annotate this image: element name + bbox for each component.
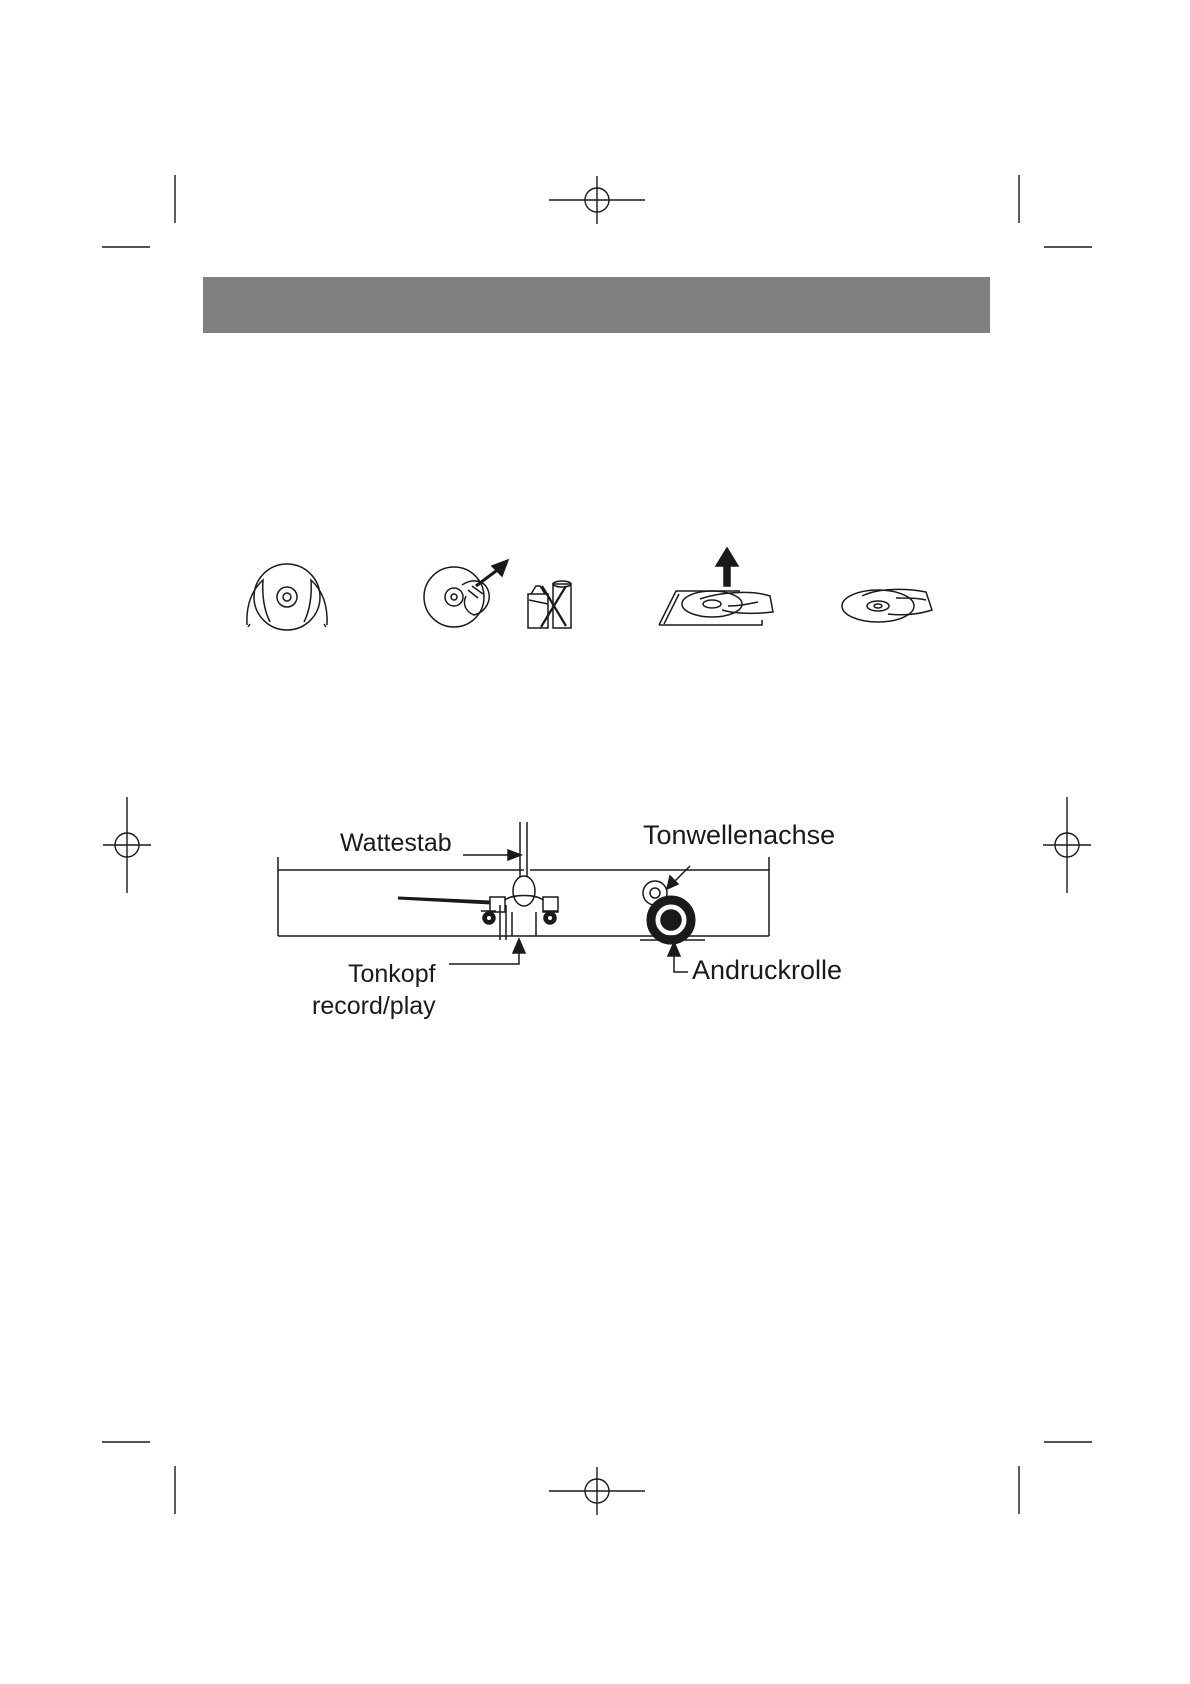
record-play-head xyxy=(398,896,558,941)
label-andruckrolle: Andruckrolle xyxy=(692,955,843,985)
leader-andruckrolle xyxy=(668,942,688,972)
label-tonwellenachse: Tonwellenachse xyxy=(643,820,836,850)
leader-tonkopf xyxy=(449,939,525,964)
label-record-play: record/play xyxy=(312,992,436,1020)
label-wattestab: Wattestab xyxy=(340,829,452,857)
label-tonkopf: Tonkopf xyxy=(348,960,436,988)
cotton-swab xyxy=(513,822,535,906)
pinch-roller xyxy=(640,900,705,940)
leader-wattestab xyxy=(463,850,521,860)
